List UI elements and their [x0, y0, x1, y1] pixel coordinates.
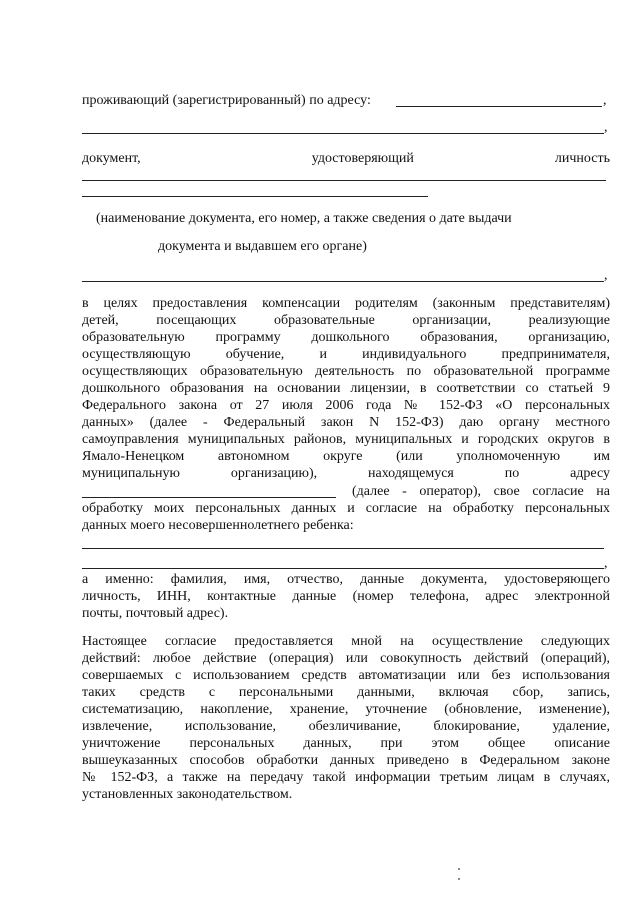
para1-rest-line: данных моего несовершеннолетнего ребенка: [82, 518, 354, 533]
child-fill-line-2[interactable] [82, 568, 604, 569]
child-comma: , [604, 556, 608, 571]
identity-word: личность [554, 151, 610, 166]
para1-line: в целях предоставления компенсации родителям (законным представителям) [82, 296, 610, 311]
document-details-fill-line[interactable] [82, 281, 604, 282]
para1-line: дошкольного образования на основании лицензии, в соответствии со статьей 9 [82, 381, 610, 396]
address-label: проживающий (зарегистрированный) по адресу: [82, 93, 371, 108]
note-line-1: (наименование документа, его номер, а также сведения о дате выдачи [96, 211, 512, 226]
para1-line: осуществляющую обучение, и индивидуального предпринимателя, [82, 347, 610, 362]
para1-rest-line: обработку моих персональных данных и согласие на обработку персональных [82, 501, 610, 516]
para1-line: Федерального закона от 27 июля 2006 года № 152-ФЗ «О персональных [82, 398, 610, 413]
address-comma: , [603, 93, 607, 108]
para2-line: а именно: фамилия, имя, отчество, данные документа, удостоверяющего [82, 572, 610, 587]
para3-line: Настоящее согласие предоставляется мной на осуществление следующих [82, 634, 610, 649]
para1-line: муниципальную организацию), находящемуся по адресу [82, 466, 610, 481]
address-fill-line-2[interactable] [82, 133, 604, 134]
para3-line: совершаемых с использованием средств автоматизации или без использования [82, 668, 610, 683]
child-fill-line[interactable] [82, 548, 604, 549]
address-comma-2: , [604, 120, 608, 135]
para2-line: личность, ИНН, контактные данные (номер телефона, адрес электронной [82, 589, 610, 604]
para1-line: детей, посещающих образовательные организации, реализующие [82, 313, 610, 328]
para3-line: извлечение, использование, обезличивание, блокирование, удаление, [82, 719, 610, 734]
document-fill-line[interactable] [82, 180, 606, 181]
para3-line: действий: любое действие (операция) или совокупность действий (операций), [82, 651, 610, 666]
para1-line: данных» (далее - Федеральный закон N 152-ФЗ) даю органу местного [82, 415, 610, 430]
para3-line: уничтожение персональных данных, при этом общее описание [82, 736, 610, 751]
document-details-comma: , [604, 268, 608, 283]
para3-line: № 152-ФЗ, а также на передачу такой информации третьим лицам в случаях, [82, 770, 610, 785]
operator-address-fill-line[interactable] [82, 497, 336, 498]
para3-line: установленных законодательством. [82, 787, 293, 802]
certifying-word: удостоверяющий [311, 151, 414, 166]
document-word: документ, [82, 151, 141, 166]
para3-line: таких средств с персональными данными, включая сбор, запись, [82, 685, 610, 700]
para2-line: почты, почтовый адрес). [82, 606, 229, 621]
para3-line: вышеуказанных способов обработки данных приведено в Федеральном законе [82, 753, 610, 768]
para1-line: самоуправления муниципальных районов, муниципальных и городских округов в [82, 432, 610, 447]
para3-line: систематизацию, накопление, хранение, уточнение (обновление, изменение), [82, 702, 610, 717]
scan-speck [458, 878, 460, 880]
address-fill-line[interactable] [396, 106, 602, 107]
note-line-2: документа и выдавшем его органе) [158, 239, 367, 254]
para1-line: образовательную программу дошкольного образования, организацию, [82, 330, 610, 345]
operator-text: (далее - оператор), свое согласие на [352, 484, 610, 499]
scan-speck [458, 868, 460, 870]
document-fill-line-2[interactable] [82, 196, 428, 197]
para1-line: осуществляющих образовательную деятельность по образовательной программе [82, 364, 610, 379]
para1-line: Ямало-Ненецком автономном округе (или уполномоченную им [82, 449, 610, 464]
document-row [82, 150, 610, 167]
